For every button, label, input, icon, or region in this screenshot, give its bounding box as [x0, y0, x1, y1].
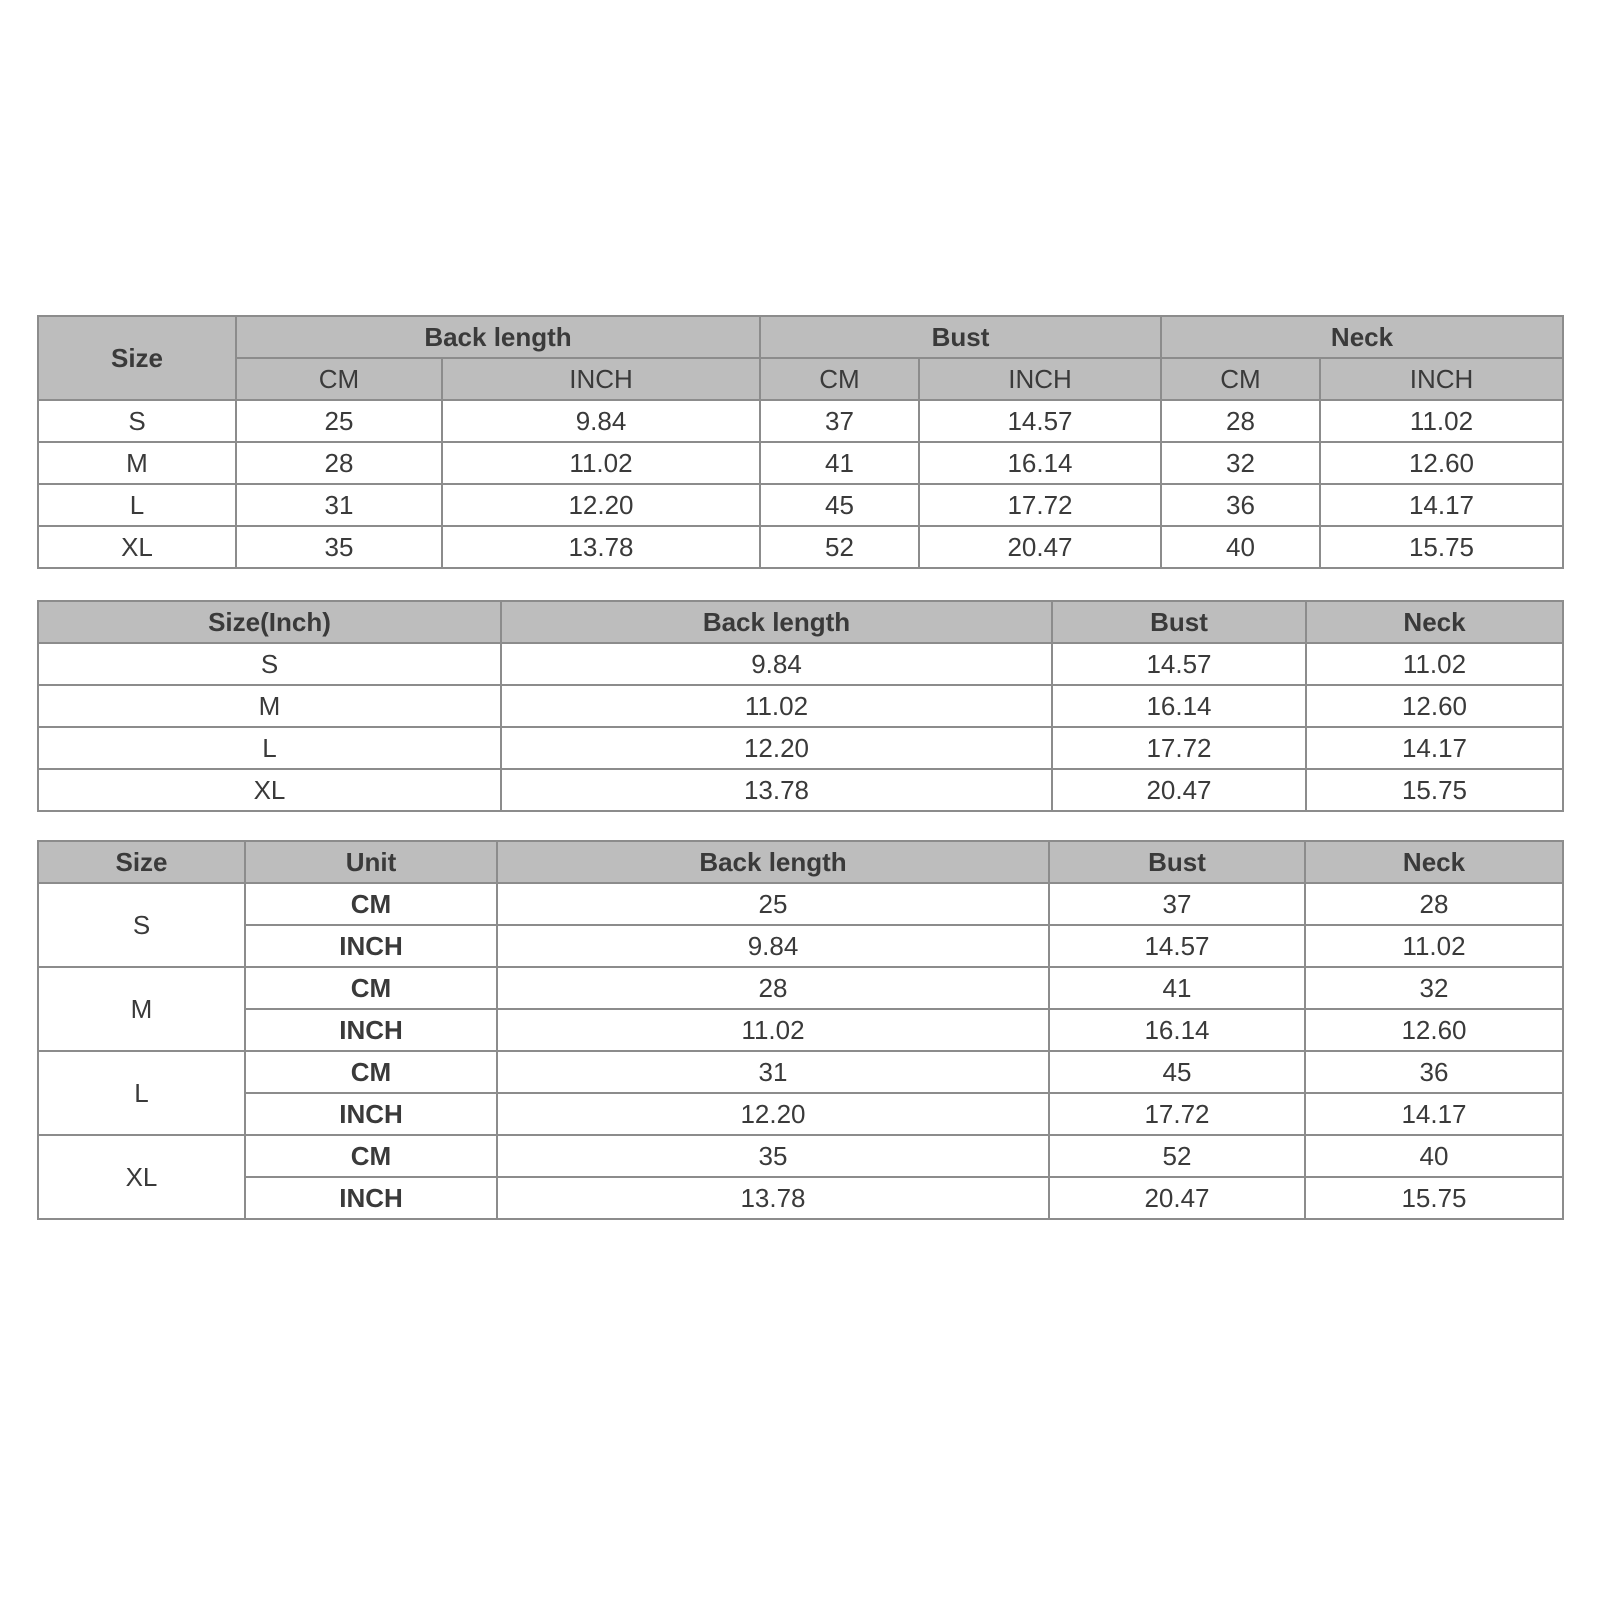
- size-chart-cm-inch-table: [37, 315, 1564, 569]
- value-cell: 14.57: [1049, 925, 1305, 967]
- unit-header-row: [38, 358, 1563, 400]
- unit-cell: CM: [245, 883, 497, 925]
- size-cell: L: [38, 1051, 245, 1135]
- value-cell: 11.02: [1306, 643, 1563, 685]
- size-inch-header: Size(Inch): [38, 601, 501, 643]
- table-row: [38, 484, 1563, 526]
- value-cell: 14.17: [1305, 1093, 1563, 1135]
- value-cell: 32: [1161, 442, 1320, 484]
- value-cell: 17.72: [1049, 1093, 1305, 1135]
- neck-header: Neck: [1161, 316, 1563, 358]
- unit-cell: INCH: [245, 925, 497, 967]
- unit-header-inch: INCH: [442, 358, 760, 400]
- value-cell: 12.60: [1305, 1009, 1563, 1051]
- value-cell: 14.17: [1306, 727, 1563, 769]
- table-row: [38, 1135, 1563, 1177]
- table-row: [38, 685, 1563, 727]
- unit-header-inch: INCH: [1320, 358, 1563, 400]
- table-row: [38, 400, 1563, 442]
- value-cell: 28: [497, 967, 1049, 1009]
- size-cell: M: [38, 967, 245, 1051]
- value-cell: 17.72: [1052, 727, 1306, 769]
- unit-header-cm: CM: [1161, 358, 1320, 400]
- value-cell: 25: [236, 400, 442, 442]
- value-cell: 15.75: [1320, 526, 1563, 568]
- value-cell: 35: [236, 526, 442, 568]
- value-cell: 36: [1161, 484, 1320, 526]
- value-cell: 9.84: [442, 400, 760, 442]
- value-cell: 31: [497, 1051, 1049, 1093]
- size-cell: XL: [38, 526, 236, 568]
- value-cell: 16.14: [919, 442, 1161, 484]
- bust-header: Bust: [1052, 601, 1306, 643]
- value-cell: 28: [1161, 400, 1320, 442]
- table-row: [38, 526, 1563, 568]
- unit-cell: INCH: [245, 1093, 497, 1135]
- value-cell: 25: [497, 883, 1049, 925]
- bust-header: Bust: [760, 316, 1161, 358]
- table-row: [38, 727, 1563, 769]
- value-cell: 17.72: [919, 484, 1161, 526]
- back-length-header: Back length: [501, 601, 1052, 643]
- value-cell: 11.02: [1320, 400, 1563, 442]
- size-cell: M: [38, 442, 236, 484]
- size-header: Size: [38, 841, 245, 883]
- unit-cell: CM: [245, 1051, 497, 1093]
- unit-header: Unit: [245, 841, 497, 883]
- value-cell: 14.57: [919, 400, 1161, 442]
- value-cell: 36: [1305, 1051, 1563, 1093]
- value-cell: 15.75: [1306, 769, 1563, 811]
- table-row: [38, 769, 1563, 811]
- table-row: [38, 925, 1563, 967]
- unit-header-inch: INCH: [919, 358, 1161, 400]
- unit-cell: CM: [245, 967, 497, 1009]
- value-cell: 37: [1049, 883, 1305, 925]
- value-cell: 45: [1049, 1051, 1305, 1093]
- header-row: [38, 841, 1563, 883]
- value-cell: 37: [760, 400, 919, 442]
- value-cell: 40: [1161, 526, 1320, 568]
- value-cell: 11.02: [501, 685, 1052, 727]
- size-header: Size: [38, 316, 236, 400]
- value-cell: 45: [760, 484, 919, 526]
- neck-header: Neck: [1306, 601, 1563, 643]
- value-cell: 40: [1305, 1135, 1563, 1177]
- size-cell: XL: [38, 1135, 245, 1219]
- value-cell: 16.14: [1052, 685, 1306, 727]
- table-row: [38, 442, 1563, 484]
- value-cell: 14.17: [1320, 484, 1563, 526]
- value-cell: 11.02: [1305, 925, 1563, 967]
- value-cell: 20.47: [1049, 1177, 1305, 1219]
- value-cell: 11.02: [497, 1009, 1049, 1051]
- unit-header-cm: CM: [236, 358, 442, 400]
- table-row: [38, 1009, 1563, 1051]
- value-cell: 28: [1305, 883, 1563, 925]
- bust-header: Bust: [1049, 841, 1305, 883]
- table-row: [38, 643, 1563, 685]
- value-cell: 9.84: [501, 643, 1052, 685]
- size-cell: M: [38, 685, 501, 727]
- value-cell: 12.60: [1320, 442, 1563, 484]
- size-chart-inch-table: [37, 600, 1564, 812]
- table-row: [38, 1177, 1563, 1219]
- unit-cell: CM: [245, 1135, 497, 1177]
- value-cell: 14.57: [1052, 643, 1306, 685]
- table-row: [38, 883, 1563, 925]
- unit-cell: INCH: [245, 1009, 497, 1051]
- value-cell: 15.75: [1305, 1177, 1563, 1219]
- value-cell: 52: [760, 526, 919, 568]
- size-cell: S: [38, 400, 236, 442]
- value-cell: 13.78: [501, 769, 1052, 811]
- value-cell: 32: [1305, 967, 1563, 1009]
- value-cell: 13.78: [497, 1177, 1049, 1219]
- table-row: [38, 1093, 1563, 1135]
- size-cell: XL: [38, 769, 501, 811]
- size-cell: S: [38, 883, 245, 967]
- value-cell: 41: [1049, 967, 1305, 1009]
- value-cell: 28: [236, 442, 442, 484]
- table-row: [38, 967, 1563, 1009]
- value-cell: 16.14: [1049, 1009, 1305, 1051]
- value-cell: 52: [1049, 1135, 1305, 1177]
- value-cell: 41: [760, 442, 919, 484]
- neck-header: Neck: [1305, 841, 1563, 883]
- value-cell: 12.20: [442, 484, 760, 526]
- value-cell: 12.20: [501, 727, 1052, 769]
- value-cell: 12.20: [497, 1093, 1049, 1135]
- value-cell: 35: [497, 1135, 1049, 1177]
- unit-cell: INCH: [245, 1177, 497, 1219]
- value-cell: 31: [236, 484, 442, 526]
- value-cell: 12.60: [1306, 685, 1563, 727]
- size-cell: L: [38, 727, 501, 769]
- value-cell: 20.47: [919, 526, 1161, 568]
- table-row: [38, 1051, 1563, 1093]
- value-cell: 9.84: [497, 925, 1049, 967]
- value-cell: 13.78: [442, 526, 760, 568]
- value-cell: 11.02: [442, 442, 760, 484]
- size-cell: L: [38, 484, 236, 526]
- back-length-header: Back length: [236, 316, 760, 358]
- header-row: [38, 316, 1563, 358]
- size-chart-unit-rows-table: [37, 840, 1564, 1220]
- header-row: [38, 601, 1563, 643]
- size-cell: S: [38, 643, 501, 685]
- unit-header-cm: CM: [760, 358, 919, 400]
- value-cell: 20.47: [1052, 769, 1306, 811]
- back-length-header: Back length: [497, 841, 1049, 883]
